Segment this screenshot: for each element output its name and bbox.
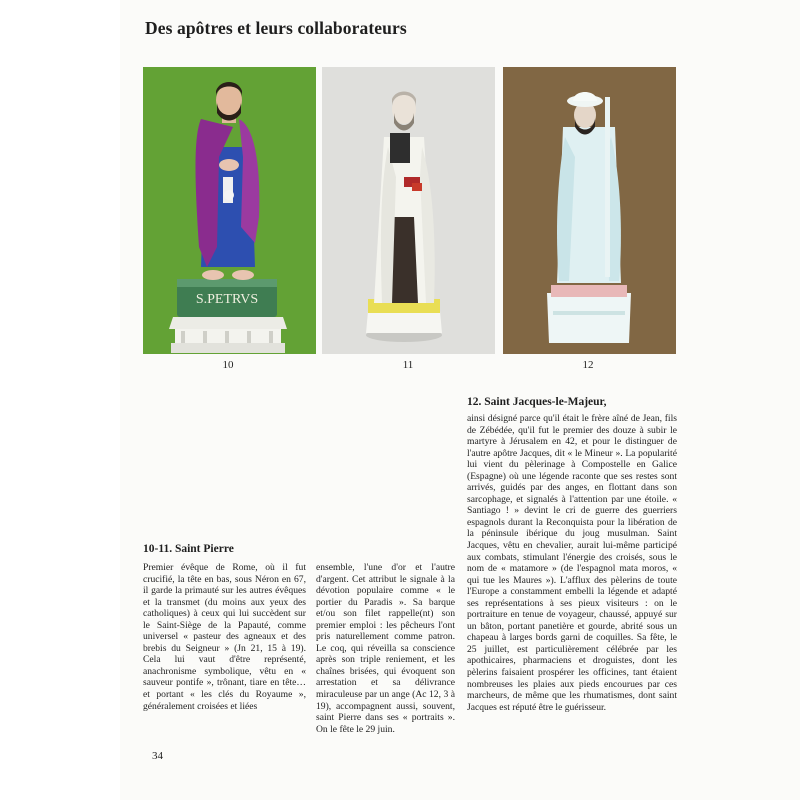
text-column-1 (143, 562, 306, 712)
plinth-inscription: S.PETRVS (195, 292, 259, 307)
text-column-3 (467, 413, 677, 713)
caption-10: 10 (222, 359, 234, 371)
page-number: 34 (152, 750, 163, 762)
page-title: Des apôtres et leurs collaborateurs (145, 18, 407, 38)
heading-saint-pierre: 10-11. Saint Pierre (143, 543, 234, 555)
caption-12: 12 (582, 359, 594, 371)
saint-pierre-text-part2: ensemble, l'une d'or et l'autre d'argent. Cet attribut le signale à la dévotion populaire comme « le portier du Paradis ». Sa barque et/ou son filet rappelle(nt) son premier emploi : les pêcheurs l'ont pris naturellement comme patron. Le coq, qui réveilla sa conscience après son triple reniement, et les chaînes brisées, qui évoquent son arrestation et sa délivrance miraculeuse par un ange (Ac 12, 3 à 19), accompagnent aussi, souvent, saint Pierre dans ses « portraits ». On le fête le 29 juin. (316, 562, 455, 735)
text-column-2 (316, 562, 455, 735)
heading-saint-jacques: 12. Saint Jacques-le-Majeur, (467, 396, 607, 408)
saint-jacques-text: ainsi désigné parce qu'il était le frère aîné de Jean, fils de Zébédée, qu'il fut le premier des douze à subir le martyre à Jérusalem en 42, et pour le distinguer de l'autre apôtre Jacques, dit « le Mineur ». La popularité lui vient du pèlerinage à Compostelle en Galice (Espagne) où une légende raconte que ses restes sont arrivés, guidés par des anges, en flottant dans son sarcophage, et signalés à l'attention par une étoile. « Santiago ! » devint le cri de guerre des guerriers espagnols durant la Reconquista pour la libération de la péninsule ibérique du joug musulman. Saint Jacques, vêtu en chevalier, aurait lui-même participé aux combats, stimulant l'énergie des croisés, sous le nom de « matamore » (de l'espagnol mata moros, « qui tue les Maures »). L'afflux des pèlerins de toute l'Europe a constamment embelli la légende et adapté ses représentations à ses pieux visiteurs : on le portraiture en tenue de voyageur, chaussé, appuyé sur un bâton, portant panetière et gourde, abrité sous un chapeau à larges bords garni de coquilles. Sa fête, le 25 juillet, est particulièrement célébrée par les apothicaires, pharmaciens et droguistes, dont les pèlerins faisaient prospérer les officines, tant étaient nombreuses les plaies aux pieds encourues par ces marcheurs, de même que les rhumatismes, dont saint Jacques est réputé être le guérisseur. (467, 413, 677, 713)
photo-saint-jacques (503, 67, 676, 354)
photo-saint-pierre (143, 67, 316, 354)
photo-saint-pierre-blanc (322, 67, 495, 354)
caption-11: 11 (402, 359, 414, 371)
saint-pierre-text-part1: Premier évêque de Rome, où il fut crucifié, la tête en bas, sous Néron en 67, il garde la primauté sur les autres évêques et la transmet (du moins aux yeux des catholiques) à ceux qui lui succèdent sur le Saint-Siège de la Papauté, comme universel « pasteur des agneaux et des brebis du Seigneur » (Jn 21, 15 à 19). Cela lui vaut d'être représenté, anachronisme symbolique, vêtu en « sauveur pontife », trônant, tiare en tête… et portant « les clés du Royaume », généralement croisées et liées (143, 562, 306, 712)
